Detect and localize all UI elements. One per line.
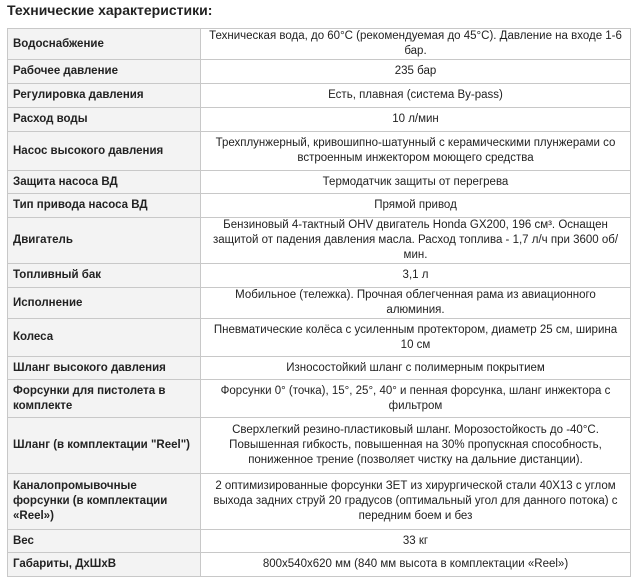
spec-label: Насос высокого давления — [8, 132, 201, 171]
spec-label: Шланг (в комплектации "Reel") — [8, 418, 201, 474]
spec-value: Прямой привод — [201, 194, 631, 218]
spec-value: Износостойкий шланг с полимерным покрытием — [201, 357, 631, 380]
spec-label: Регулировка давления — [8, 84, 201, 108]
spec-value: Пневматические колёса с усиленным протектором, диаметр 25 см, ширина 10 см — [201, 319, 631, 357]
table-row — [8, 319, 631, 357]
table-row — [8, 380, 631, 418]
spec-value: Сверхлегкий резино-пластиковый шланг. Морозостойкость до -40°С. Повышенная гибкость, повышенная на 30% пропускная способность, пониженное трение (позволяет чистку на дальние дистанции). — [201, 418, 631, 474]
spec-label: Защита насоса ВД — [8, 171, 201, 194]
spec-label: Габариты, ДхШхВ — [8, 553, 201, 577]
spec-label: Двигатель — [8, 218, 201, 264]
spec-value: Форсунки 0° (точка), 15°, 25°, 40° и пенная форсунка, шланг инжектора с фильтром — [201, 380, 631, 418]
spec-value: 3,1 л — [201, 264, 631, 288]
table-row — [8, 29, 631, 60]
spec-label: Исполнение — [8, 288, 201, 319]
spec-value: Техническая вода, до 60°C (рекомендуемая до 45°C). Давление на входе 1-6 бар. — [201, 29, 631, 60]
spec-label: Форсунки для пистолета в комплекте — [8, 380, 201, 418]
spec-label: Каналопромывочные форсунки (в комплектации «Reel») — [8, 474, 201, 530]
spec-label: Тип привода насоса ВД — [8, 194, 201, 218]
spec-value: 800х540х620 мм (840 мм высота в комплектации «Reel») — [201, 553, 631, 577]
spec-label: Вес — [8, 530, 201, 553]
page-title: Технические характеристики: — [7, 2, 213, 18]
spec-value: 235 бар — [201, 60, 631, 84]
specs-table — [7, 28, 631, 577]
spec-label: Водоснабжение — [8, 29, 201, 60]
spec-value: Мобильное (тележка). Прочная облегченная рама из авиационного алюминия. — [201, 288, 631, 319]
spec-value: 2 оптимизированные форсунки ЗЕТ из хирургической стали 40Х13 с углом выхода задних струй 20 градусов (оптимальный угол для данного потока) с передним боем и без — [201, 474, 631, 530]
table-row — [8, 264, 631, 288]
spec-label: Колеса — [8, 319, 201, 357]
table-row — [8, 553, 631, 577]
spec-value: 33 кг — [201, 530, 631, 553]
table-row — [8, 288, 631, 319]
spec-value: 10 л/мин — [201, 108, 631, 132]
spec-value: Бензиновый 4-тактный OHV двигатель Honda GX200, 196 см³. Оснащен защитой от падения давления масла. Расход топлива - 1,7 л/ч при 3600 об/мин. — [201, 218, 631, 264]
table-row — [8, 474, 631, 530]
spec-label: Шланг высокого давления — [8, 357, 201, 380]
spec-label: Топливный бак — [8, 264, 201, 288]
spec-value: Трехплунжерный, кривошипно-шатунный с керамическими плунжерами со встроенным инжектором моющего средства — [201, 132, 631, 171]
table-row — [8, 108, 631, 132]
spec-value: Есть, плавная (система By-pass) — [201, 84, 631, 108]
table-row — [8, 218, 631, 264]
spec-label: Расход воды — [8, 108, 201, 132]
table-row — [8, 530, 631, 553]
table-row — [8, 60, 631, 84]
table-row — [8, 194, 631, 218]
table-row — [8, 84, 631, 108]
table-row — [8, 132, 631, 171]
table-row — [8, 357, 631, 380]
spec-label: Рабочее давление — [8, 60, 201, 84]
table-row — [8, 171, 631, 194]
table-row — [8, 418, 631, 474]
spec-value: Термодатчик защиты от перегрева — [201, 171, 631, 194]
